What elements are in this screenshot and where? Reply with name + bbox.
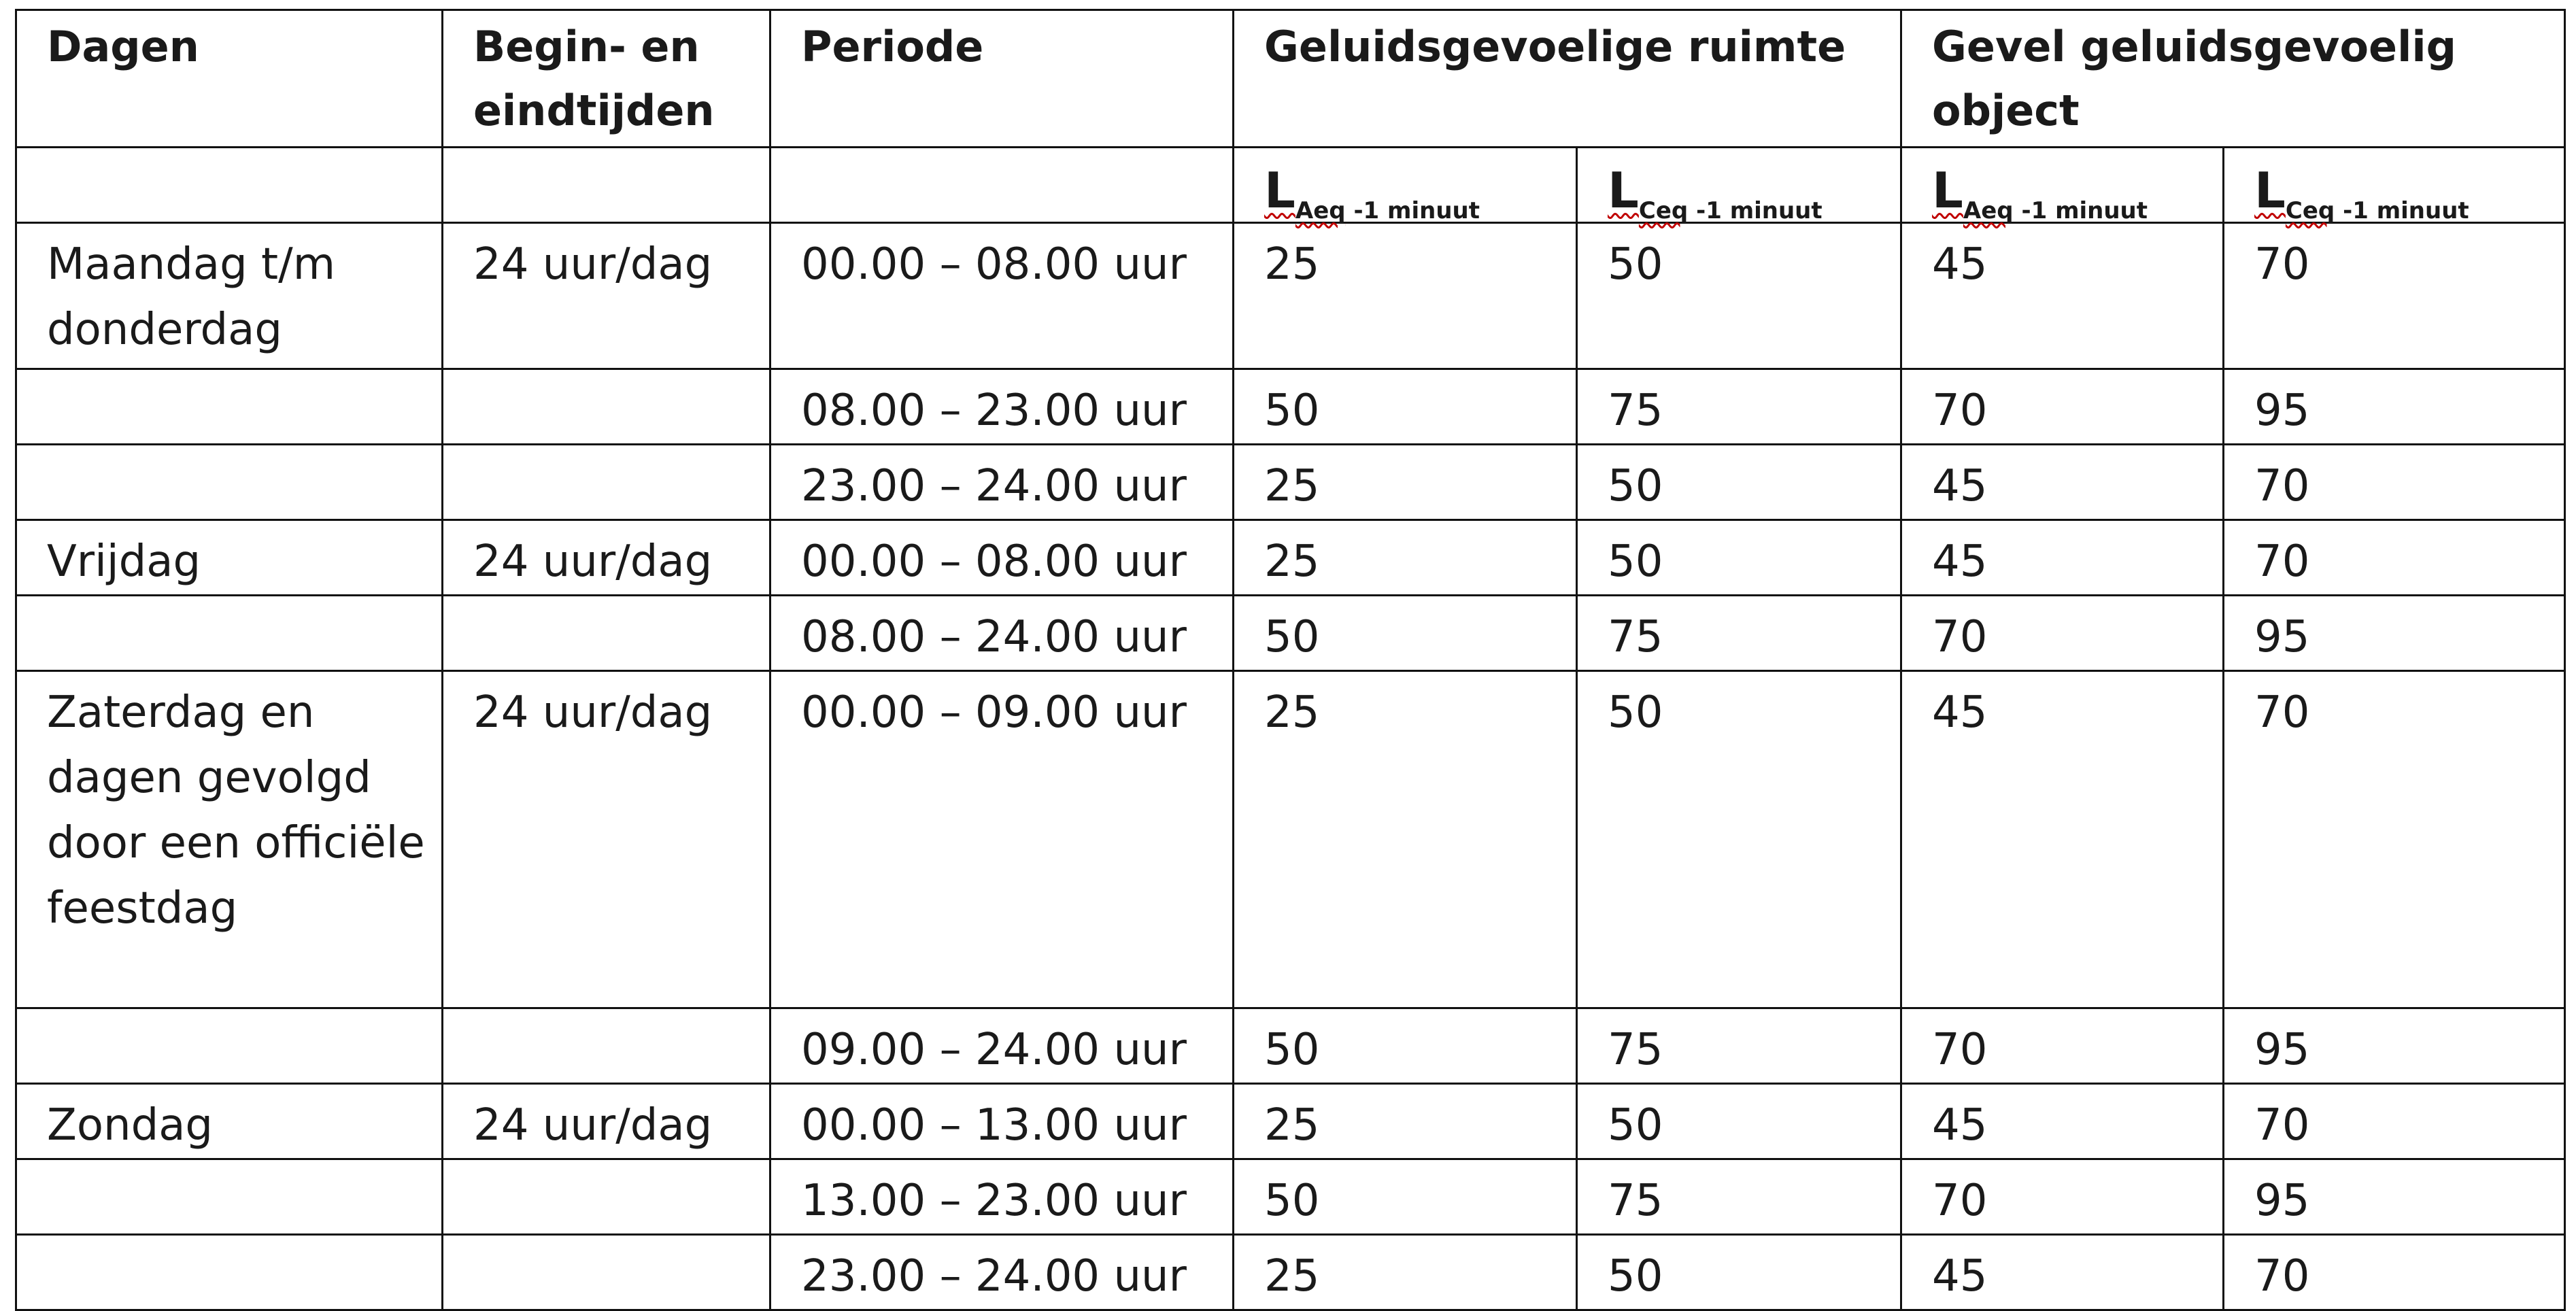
room-lceq-cell: 75: [1577, 596, 1901, 671]
subheader-facade-laeq: $L_{Aeq}$ $_{-1 minuut}$: [1901, 148, 2224, 223]
header-period: Periode: [770, 10, 1234, 148]
facade-lceq-cell: 95: [2224, 369, 2565, 445]
day-cell: [16, 445, 443, 520]
times-cell: [443, 445, 770, 520]
period-cell: 23.00 – 24.00 uur: [770, 445, 1234, 520]
room-laeq-cell: 50: [1234, 1008, 1577, 1084]
period-cell: 00.00 – 09.00 uur: [770, 671, 1234, 1008]
room-lceq-cell: 75: [1577, 1008, 1901, 1084]
table-row: [16, 1008, 2565, 1084]
header-noise-sensitive-room: Geluidsgevoelige ruimte: [1234, 10, 1901, 148]
table-row: [16, 1159, 2565, 1235]
subheader-row: [16, 148, 2565, 223]
table-row: [16, 596, 2565, 671]
facade-lceq-cell: 95: [2224, 596, 2565, 671]
noise-limits-table: [15, 9, 2566, 1311]
facade-lceq-cell: 70: [2224, 671, 2565, 1008]
period-cell: 13.00 – 23.00 uur: [770, 1159, 1234, 1235]
room-lceq-cell: 50: [1577, 671, 1901, 1008]
subheader-empty-period: [770, 148, 1234, 223]
facade-laeq-cell: 70: [1901, 1159, 2224, 1235]
times-cell: 24 uur/dag: [443, 520, 770, 596]
room-laeq-cell: 25: [1234, 671, 1577, 1008]
room-lceq-cell: 50: [1577, 445, 1901, 520]
period-cell: 00.00 – 08.00 uur: [770, 520, 1234, 596]
header-times: Begin- en eindtijden: [443, 10, 770, 148]
subheader-empty-days: [16, 148, 443, 223]
times-cell: [443, 369, 770, 445]
table-row: [16, 1084, 2565, 1159]
header-facade: Gevel geluidsgevoelig object: [1901, 10, 2565, 148]
facade-lceq-cell: 95: [2224, 1159, 2565, 1235]
times-cell: [443, 1159, 770, 1235]
table-row: [16, 223, 2565, 369]
header-row: [16, 10, 2565, 148]
period-cell: 00.00 – 08.00 uur: [770, 223, 1234, 369]
facade-laeq-cell: 45: [1901, 520, 2224, 596]
facade-laeq-cell: 45: [1901, 1084, 2224, 1159]
day-cell: Vrijdag: [16, 520, 443, 596]
room-lceq-cell: 50: [1577, 1235, 1901, 1310]
day-cell: [16, 1008, 443, 1084]
facade-lceq-cell: 70: [2224, 520, 2565, 596]
day-cell: [16, 369, 443, 445]
subheader-empty-times: [443, 148, 770, 223]
times-cell: [443, 596, 770, 671]
day-cell: Zaterdag en dagen gevolgd door een officiële feestdag: [16, 671, 443, 1008]
day-cell: Zondag: [16, 1084, 443, 1159]
room-lceq-cell: 75: [1577, 369, 1901, 445]
times-cell: [443, 1008, 770, 1084]
period-cell: 08.00 – 23.00 uur: [770, 369, 1234, 445]
facade-lceq-cell: 70: [2224, 1235, 2565, 1310]
subheader-facade-lceq: $L_{Ceq}$ $_{-1 minuut}$: [2224, 148, 2565, 223]
room-laeq-cell: 25: [1234, 1084, 1577, 1159]
times-cell: 24 uur/dag: [443, 671, 770, 1008]
room-lceq-cell: 50: [1577, 223, 1901, 369]
room-laeq-cell: 25: [1234, 223, 1577, 369]
room-laeq-cell: 25: [1234, 520, 1577, 596]
table-row: [16, 520, 2565, 596]
facade-lceq-cell: 70: [2224, 223, 2565, 369]
day-cell: [16, 1159, 443, 1235]
room-laeq-cell: 25: [1234, 445, 1577, 520]
table-row: [16, 1235, 2565, 1310]
facade-lceq-cell: 95: [2224, 1008, 2565, 1084]
times-cell: 24 uur/dag: [443, 1084, 770, 1159]
table-row: [16, 445, 2565, 520]
facade-laeq-cell: 45: [1901, 223, 2224, 369]
facade-laeq-cell: 70: [1901, 596, 2224, 671]
subheader-room-lceq: $L_{Ceq}$ $_{-1 minuut}$: [1577, 148, 1901, 223]
table-row: [16, 671, 2565, 1008]
room-lceq-cell: 75: [1577, 1159, 1901, 1235]
subheader-room-laeq: $L_{Aeq}$ $_{-1 minuut}$: [1234, 148, 1577, 223]
room-laeq-cell: 50: [1234, 369, 1577, 445]
room-lceq-cell: 50: [1577, 520, 1901, 596]
room-laeq-cell: 50: [1234, 1159, 1577, 1235]
table-row: [16, 369, 2565, 445]
facade-laeq-cell: 70: [1901, 369, 2224, 445]
day-cell: Maandag t/m donderdag: [16, 223, 443, 369]
facade-laeq-cell: 45: [1901, 1235, 2224, 1310]
room-lceq-cell: 50: [1577, 1084, 1901, 1159]
period-cell: 23.00 – 24.00 uur: [770, 1235, 1234, 1310]
facade-lceq-cell: 70: [2224, 1084, 2565, 1159]
times-cell: [443, 1235, 770, 1310]
period-cell: 09.00 – 24.00 uur: [770, 1008, 1234, 1084]
period-cell: 08.00 – 24.00 uur: [770, 596, 1234, 671]
facade-lceq-cell: 70: [2224, 445, 2565, 520]
room-laeq-cell: 25: [1234, 1235, 1577, 1310]
facade-laeq-cell: 45: [1901, 671, 2224, 1008]
times-cell: 24 uur/dag: [443, 223, 770, 369]
facade-laeq-cell: 45: [1901, 445, 2224, 520]
day-cell: [16, 1235, 443, 1310]
period-cell: 00.00 – 13.00 uur: [770, 1084, 1234, 1159]
day-cell: [16, 596, 443, 671]
facade-laeq-cell: 70: [1901, 1008, 2224, 1084]
header-days: Dagen: [16, 10, 443, 148]
room-laeq-cell: 50: [1234, 596, 1577, 671]
